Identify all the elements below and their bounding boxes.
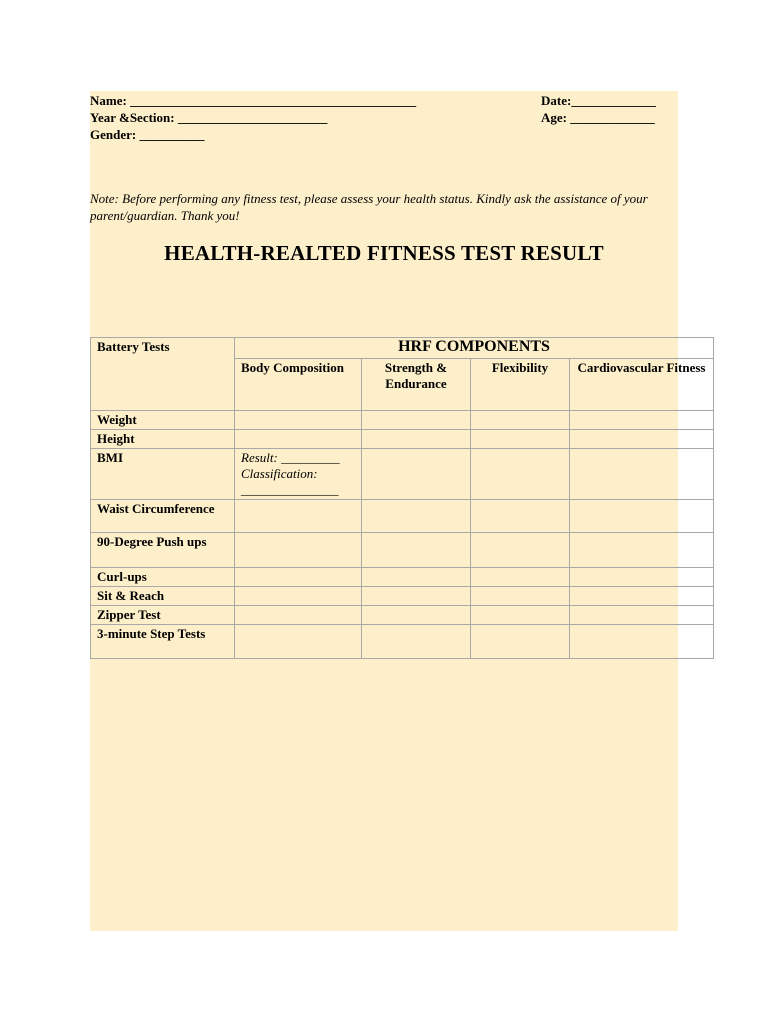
- cell[interactable]: [235, 500, 362, 533]
- table-row: [91, 411, 714, 430]
- col-cardiovascular-fitness: Cardiovascular Fitness: [570, 359, 714, 411]
- table-row: [91, 500, 714, 533]
- cell[interactable]: [235, 568, 362, 587]
- cell[interactable]: [570, 449, 714, 500]
- date-field[interactable]: Date:_____________: [541, 93, 656, 108]
- cell[interactable]: [235, 625, 362, 659]
- cell[interactable]: [471, 568, 570, 587]
- cell[interactable]: [471, 533, 570, 568]
- year-section-field[interactable]: Year &Section: _______________________: [90, 110, 328, 125]
- row-label: 90-Degree Push ups: [91, 533, 235, 568]
- gender-field[interactable]: Gender: __________: [90, 127, 205, 142]
- cell[interactable]: [471, 449, 570, 500]
- cell[interactable]: [570, 606, 714, 625]
- cell[interactable]: [471, 500, 570, 533]
- cell[interactable]: [362, 587, 471, 606]
- col-body-composition: Body Composition: [235, 359, 362, 411]
- cell[interactable]: [362, 449, 471, 500]
- row-label: Sit & Reach: [91, 587, 235, 606]
- bmi-classification-line: _______________: [241, 482, 339, 497]
- table-row: [91, 449, 714, 500]
- cell[interactable]: [362, 533, 471, 568]
- row-label: Curl-ups: [91, 568, 235, 587]
- row-label: Waist Circumference: [91, 500, 235, 533]
- table-row: [91, 625, 714, 659]
- cell[interactable]: [362, 430, 471, 449]
- table-row: [91, 568, 714, 587]
- cell[interactable]: [235, 411, 362, 430]
- row-label: Zipper Test: [91, 606, 235, 625]
- bmi-classification: Classification:: [241, 466, 318, 481]
- cell[interactable]: [235, 533, 362, 568]
- cell[interactable]: [570, 533, 714, 568]
- cell[interactable]: [362, 606, 471, 625]
- battery-tests-header: Battery Tests: [91, 338, 235, 411]
- cell[interactable]: [471, 430, 570, 449]
- cell[interactable]: [235, 587, 362, 606]
- cell[interactable]: [570, 500, 714, 533]
- page-title: HEALTH-REALTED FITNESS TEST RESULT: [164, 241, 604, 265]
- table-row: [91, 430, 714, 449]
- cell[interactable]: [570, 625, 714, 659]
- bmi-result-cell[interactable]: [235, 449, 362, 500]
- bmi-result: Result: _________: [241, 450, 340, 465]
- cell[interactable]: [362, 568, 471, 587]
- col-flexibility: Flexibility: [471, 359, 570, 411]
- cell[interactable]: [235, 430, 362, 449]
- cell[interactable]: [362, 500, 471, 533]
- cell[interactable]: [471, 587, 570, 606]
- cell[interactable]: [362, 411, 471, 430]
- table-row: [91, 587, 714, 606]
- cell[interactable]: [471, 625, 570, 659]
- age-field[interactable]: Age: _____________: [541, 110, 655, 125]
- cell[interactable]: [471, 606, 570, 625]
- col-strength-endurance: Strength & Endurance: [362, 359, 471, 411]
- row-label: BMI: [91, 449, 235, 500]
- cell[interactable]: [362, 625, 471, 659]
- fitness-test-table: [90, 337, 714, 659]
- row-label: Height: [91, 430, 235, 449]
- cell[interactable]: [235, 606, 362, 625]
- cell[interactable]: [471, 411, 570, 430]
- health-note: Note: Before performing any fitness test, please assess your health status. Kindly ask the assistance of your parent/guardian. Thank you!: [90, 191, 648, 223]
- table-row: [91, 533, 714, 568]
- cell[interactable]: [570, 587, 714, 606]
- cell[interactable]: [570, 568, 714, 587]
- row-label: 3-minute Step Tests: [91, 625, 235, 659]
- name-field[interactable]: Name: ____________________________________________: [90, 93, 417, 108]
- row-label: Weight: [91, 411, 235, 430]
- table-row: [91, 606, 714, 625]
- cell[interactable]: [570, 411, 714, 430]
- cell[interactable]: [570, 430, 714, 449]
- hrf-components-header: HRF COMPONENTS: [235, 338, 714, 359]
